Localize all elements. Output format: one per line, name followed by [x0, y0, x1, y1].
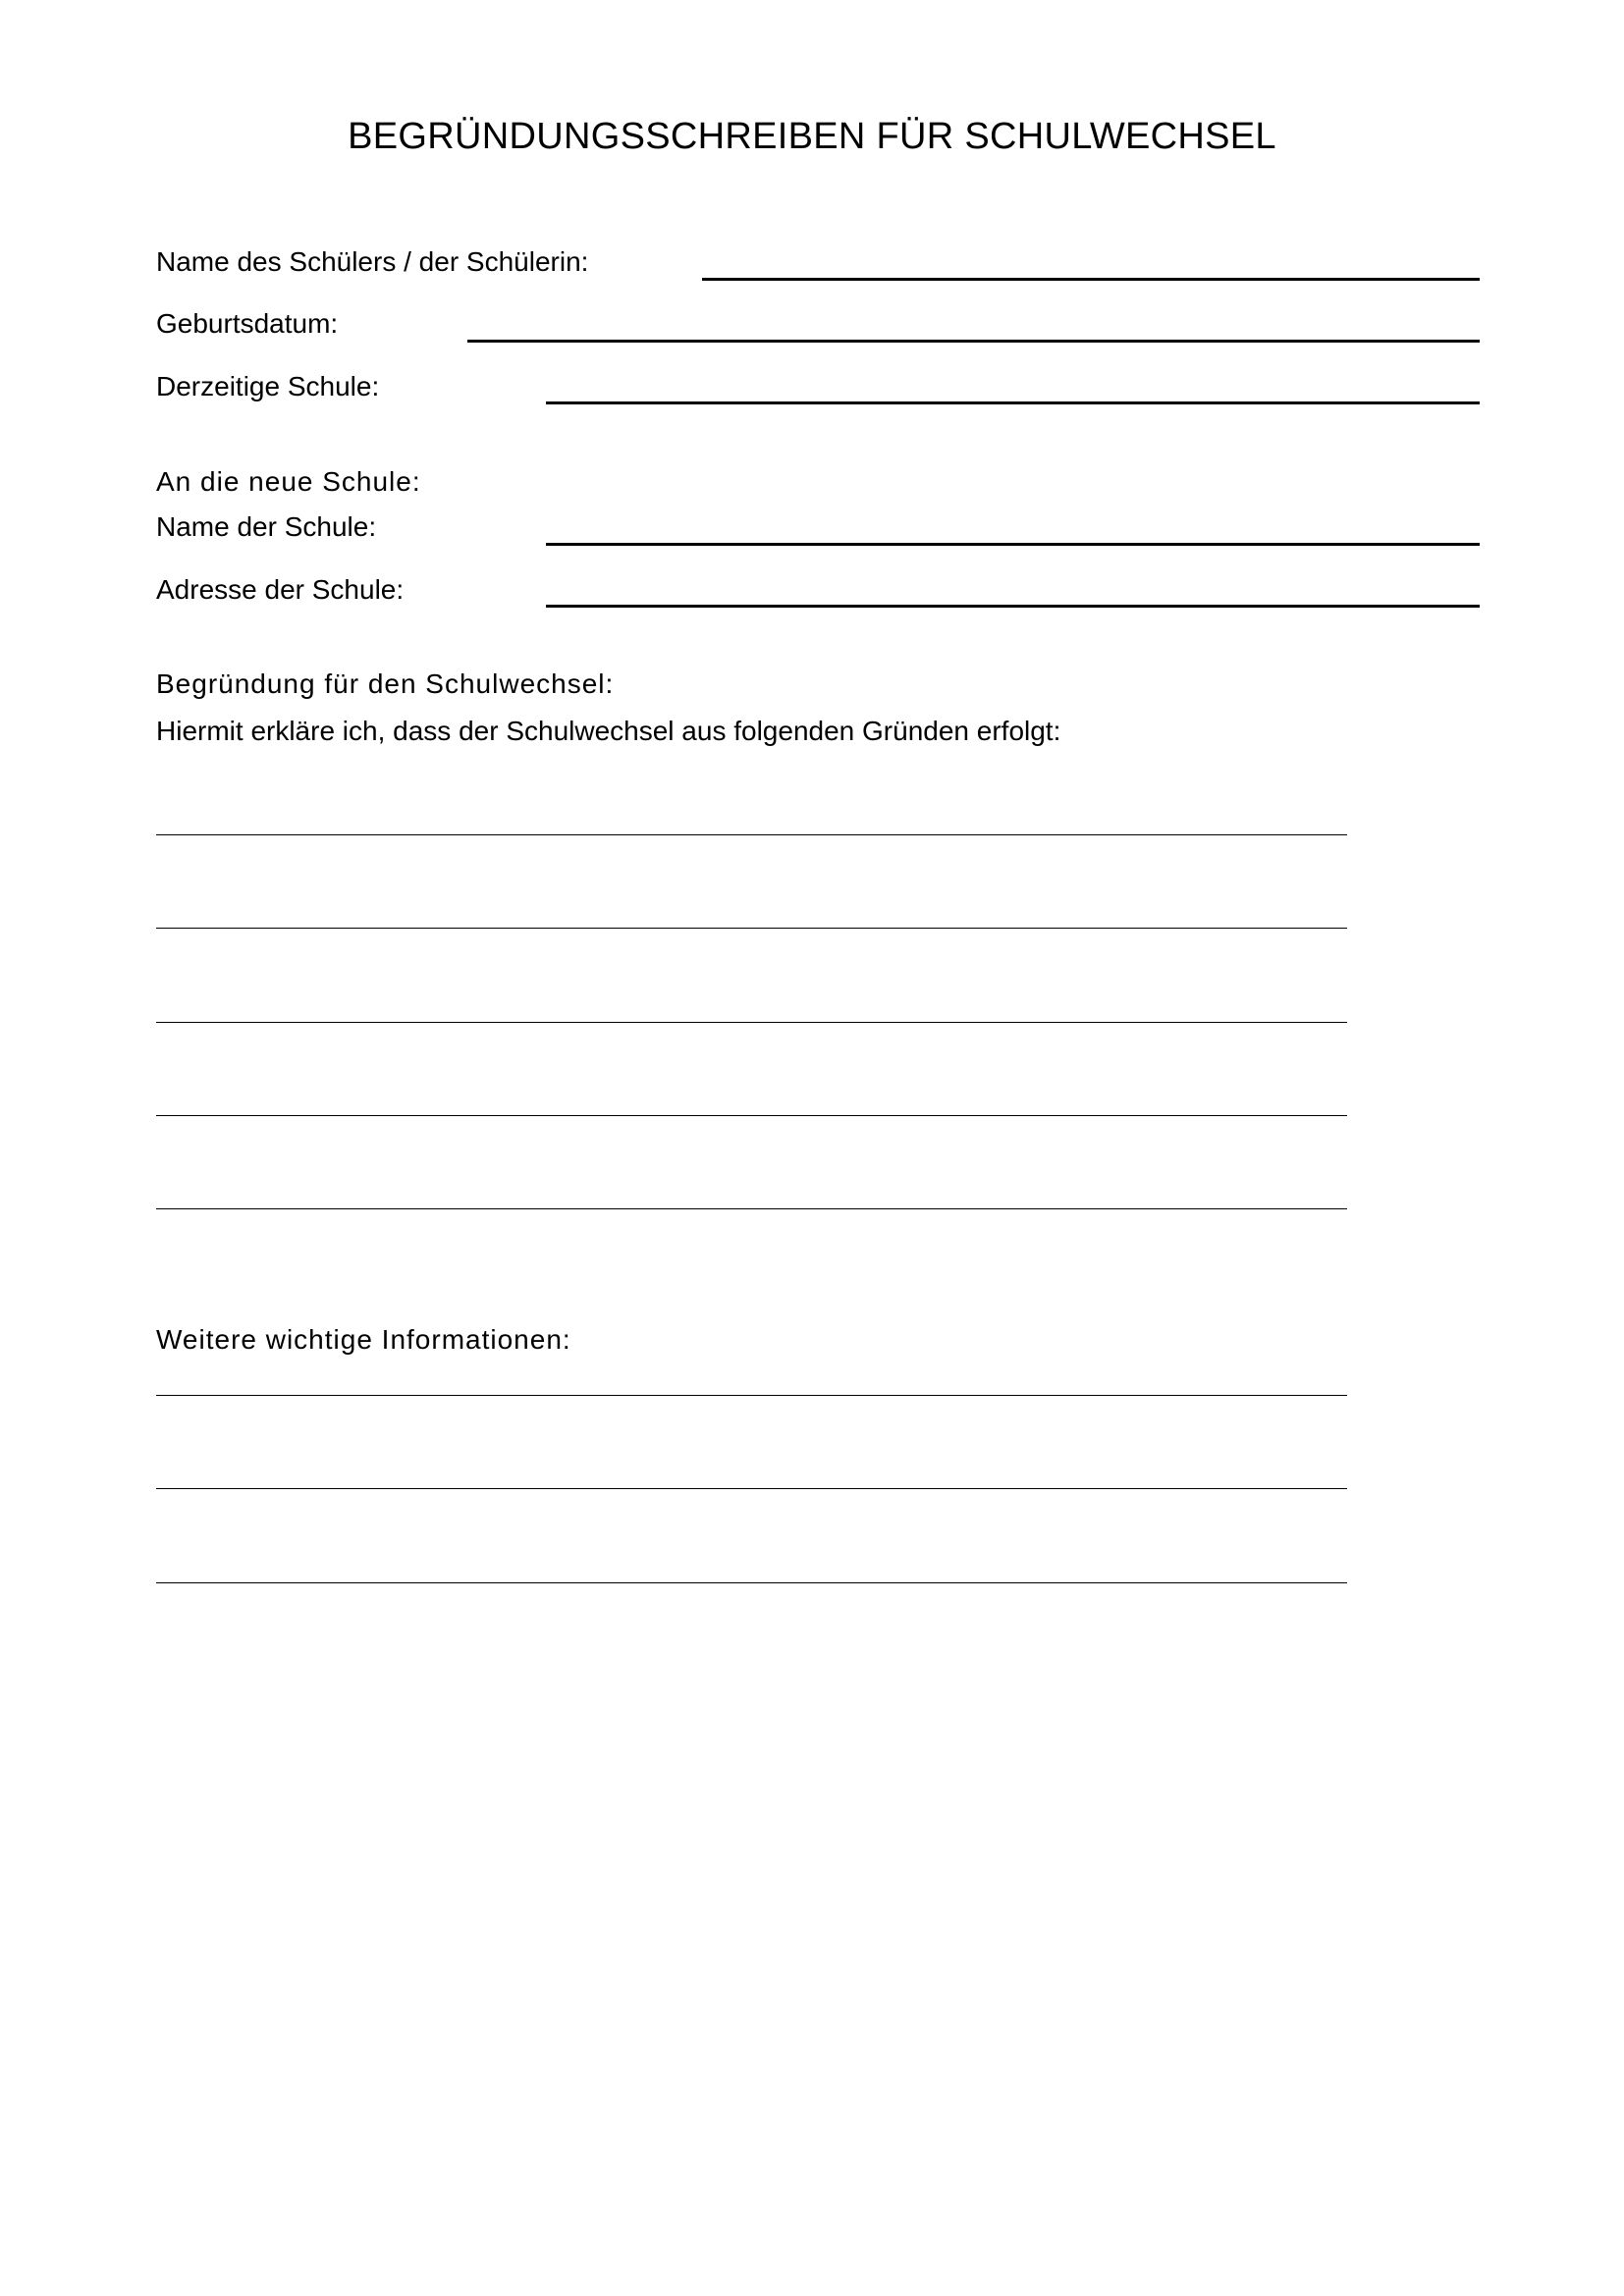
reason-line-2[interactable]	[156, 928, 1347, 929]
current-school-field[interactable]	[546, 401, 1480, 404]
additional-line-2[interactable]	[156, 1488, 1347, 1489]
reason-heading: Begründung für den Schulwechsel:	[156, 668, 615, 699]
reason-line-3[interactable]	[156, 1022, 1347, 1023]
student-name-label: Name des Schülers / der Schülerin:	[156, 246, 589, 277]
new-school-name-field[interactable]	[546, 543, 1480, 546]
reason-intro: Hiermit erkläre ich, dass der Schulwechsel aus folgenden Gründen erfolgt:	[156, 716, 1061, 746]
additional-line-1[interactable]	[156, 1395, 1347, 1396]
new-school-address-field[interactable]	[546, 605, 1480, 608]
reason-line-5[interactable]	[156, 1208, 1347, 1209]
reason-line-4[interactable]	[156, 1115, 1347, 1116]
additional-line-3[interactable]	[156, 1582, 1347, 1583]
additional-info-heading: Weitere wichtige Informationen:	[156, 1324, 571, 1355]
document-title: BEGRÜNDUNGSSCHREIBEN FÜR SCHULWECHSEL	[348, 116, 1276, 157]
new-school-heading: An die neue Schule:	[156, 466, 421, 497]
reason-line-1[interactable]	[156, 834, 1347, 835]
birthdate-label: Geburtsdatum:	[156, 308, 339, 339]
birthdate-field[interactable]	[467, 340, 1480, 343]
student-name-field[interactable]	[702, 278, 1480, 281]
current-school-label: Derzeitige Schule:	[156, 371, 380, 401]
new-school-name-label: Name der Schule:	[156, 511, 377, 542]
new-school-address-label: Adresse der Schule:	[156, 574, 405, 605]
